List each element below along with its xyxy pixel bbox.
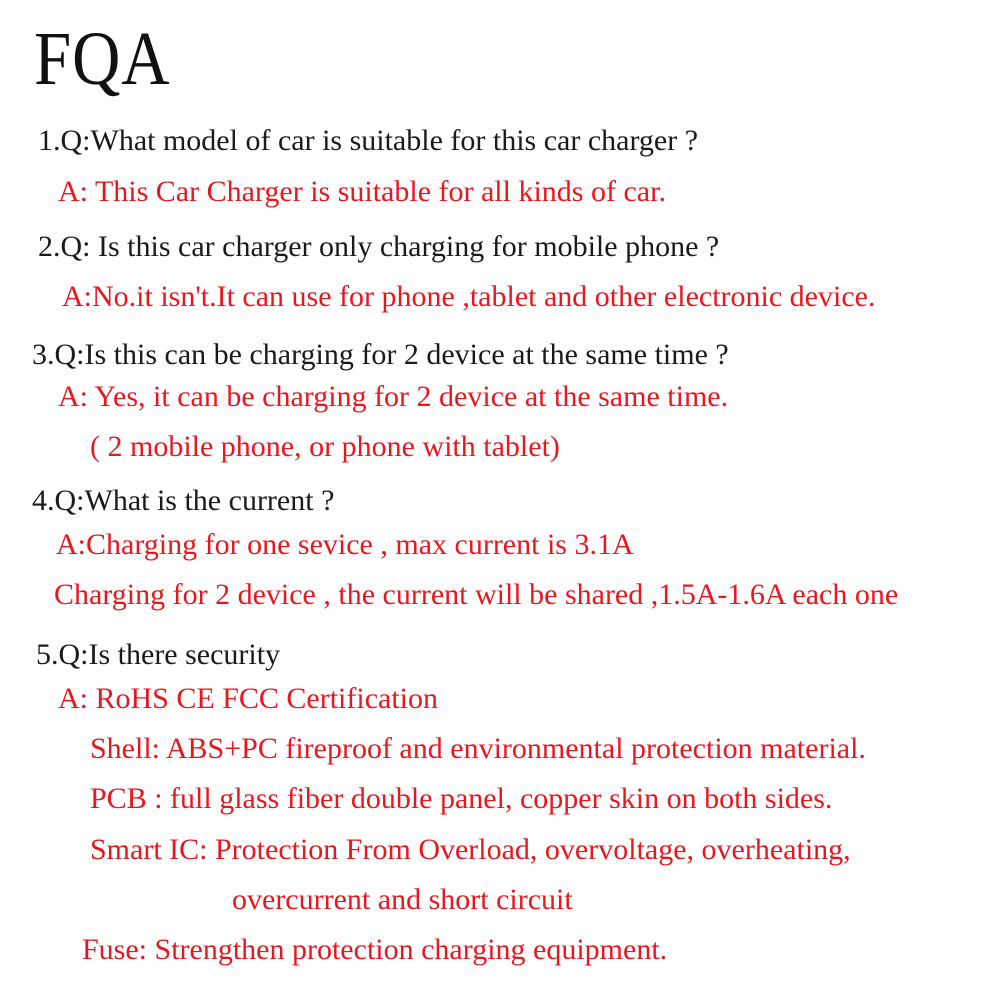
faq-5-answer-line-3: PCB : full glass fiber double panel, copper skin on both sides.: [90, 782, 833, 815]
page-title: FQA: [34, 17, 171, 101]
faq-5-question: 5.Q:Is there security: [36, 638, 281, 671]
faq-4-answer-line-1: A:Charging for one sevice , max current is 3.1A: [56, 528, 634, 561]
faq-3-answer-line-1: A: Yes, it can be charging for 2 device at the same time.: [58, 380, 729, 413]
faq-2-question: 2.Q: Is this car charger only charging for mobile phone ?: [38, 230, 720, 263]
faq-5-answer-line-5: overcurrent and short circuit: [232, 883, 573, 916]
faq-5-answer-line-4: Smart IC: Protection From Overload, overvoltage, overheating,: [90, 833, 851, 866]
faq-3-answer-line-2: ( 2 mobile phone, or phone with tablet): [90, 430, 560, 463]
faq-5-answer-line-6: Fuse: Strengthen protection charging equipment.: [82, 933, 668, 966]
faq-1-answer-line-1: A: This Car Charger is suitable for all kinds of car.: [58, 175, 666, 208]
faq-4-answer-line-2: Charging for 2 device , the current will be shared ,1.5A-1.6A each one: [54, 578, 899, 611]
faq-5-answer-line-1: A: RoHS CE FCC Certification: [58, 682, 439, 715]
faq-5-answer-line-2: Shell: ABS+PC fireproof and environmental protection material.: [90, 732, 866, 765]
faq-1-question: 1.Q:What model of car is suitable for this car charger ?: [38, 124, 699, 157]
faq-3-question: 3.Q:Is this can be charging for 2 device at the same time ?: [32, 338, 729, 371]
faq-4-question: 4.Q:What is the current ?: [32, 484, 335, 517]
faq-2-answer-line-1: A:No.it isn't.It can use for phone ,tablet and other electronic device.: [62, 280, 876, 313]
